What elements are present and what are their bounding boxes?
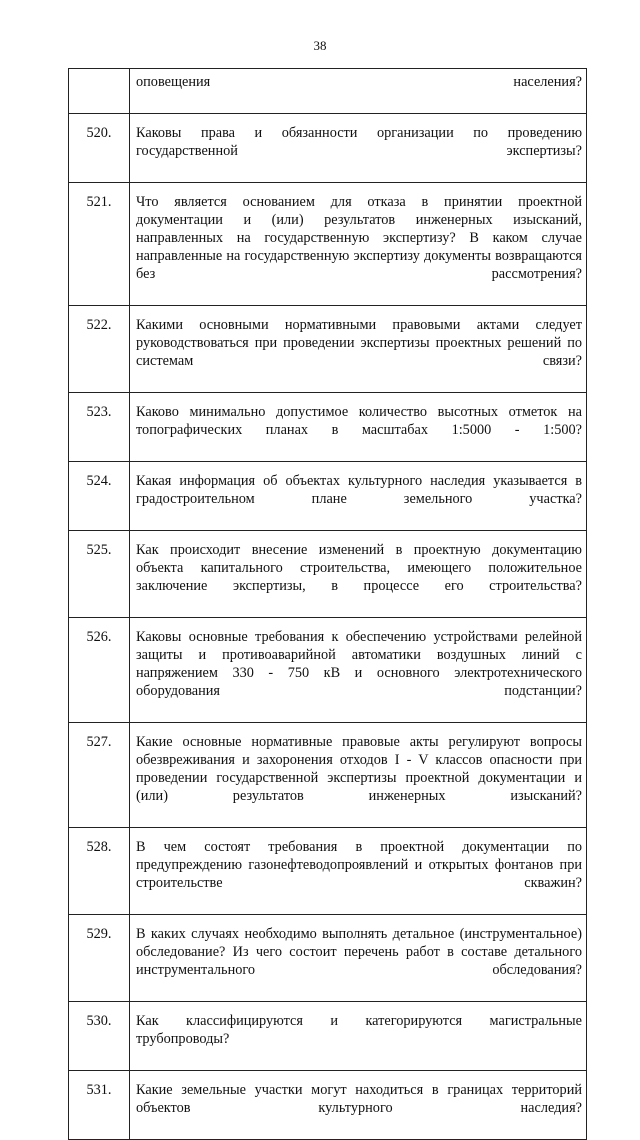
- question-text: Как классифицируются и категорируются магистральные трубопроводы?: [130, 1002, 587, 1071]
- table-row: [69, 531, 587, 618]
- question-text: В каких случаях необходимо выполнять детальное (инструментальное) обследование? Из чего состоит перечень работ в составе детального инструментального обследования?: [130, 915, 587, 1002]
- question-text: Какие земельные участки могут находиться в границах территорий объектов культурного наследия?: [130, 1071, 587, 1140]
- question-number: 529.: [69, 915, 130, 1002]
- question-number: 530.: [69, 1002, 130, 1071]
- table-row: [69, 1071, 587, 1140]
- question-number: 531.: [69, 1071, 130, 1140]
- table-row: [69, 618, 587, 723]
- table-row: [69, 306, 587, 393]
- table-row: [69, 828, 587, 915]
- table-row: [69, 915, 587, 1002]
- question-number: 527.: [69, 723, 130, 828]
- table-row: [69, 114, 587, 183]
- question-text: Какими основными нормативными правовыми актами следует руководствоваться при проведении экспертизы проектных решений по системам связи?: [130, 306, 587, 393]
- question-number: 520.: [69, 114, 130, 183]
- table-row: [69, 393, 587, 462]
- question-number: 521.: [69, 183, 130, 306]
- question-number: 526.: [69, 618, 130, 723]
- question-text: Каковы права и обязанности организации по проведению государственной экспертизы?: [130, 114, 587, 183]
- page-number: 38: [313, 38, 327, 53]
- table-row: [69, 723, 587, 828]
- question-number: 525.: [69, 531, 130, 618]
- question-text: Что является основанием для отказа в принятии проектной документации и (или) результатов инженерных изысканий, направленных на государственную экспертизу? В каком случае направленные на государственную экспертизу документы возвращаются без рассмотрения?: [130, 183, 587, 306]
- row-number: [69, 69, 130, 114]
- question-text: Как происходит внесение изменений в проектную документацию объекта капитального строительства, имеющего положительное заключение экспертизы, в процессе его строительства?: [130, 531, 587, 618]
- question-number: 524.: [69, 462, 130, 531]
- question-number: 523.: [69, 393, 130, 462]
- table-row: [69, 183, 587, 306]
- question-text: Каковы основные требования к обеспечению устройствами релейной защиты и противоаварийной автоматики воздушных линий с напряжением 330 - 750 кВ и основного электротехнического оборудования подстанции?: [130, 618, 587, 723]
- question-number: 528.: [69, 828, 130, 915]
- questions-table: [68, 68, 587, 1140]
- table-row: [69, 462, 587, 531]
- table-row-continuation: [69, 69, 587, 114]
- question-number: 522.: [69, 306, 130, 393]
- question-text: Какая информация об объектах культурного наследия указывается в градостроительном плане земельного участка?: [130, 462, 587, 531]
- table-row: [69, 1002, 587, 1071]
- question-text: Какие основные нормативные правовые акты регулируют вопросы обезвреживания и захоронения отходов I - V классов опасности при проведении государственной экспертизы проектной документации и (или) результатов инженерных изысканий?: [130, 723, 587, 828]
- question-text: Каково минимально допустимое количество высотных отметок на топографических планах в масштабах 1:5000 - 1:500?: [130, 393, 587, 462]
- question-text: оповещения населения?: [130, 69, 587, 114]
- question-text: В чем состоят требования в проектной документации по предупреждению газонефтеводопроявлений и открытых фонтанов при строительстве скважин?: [130, 828, 587, 915]
